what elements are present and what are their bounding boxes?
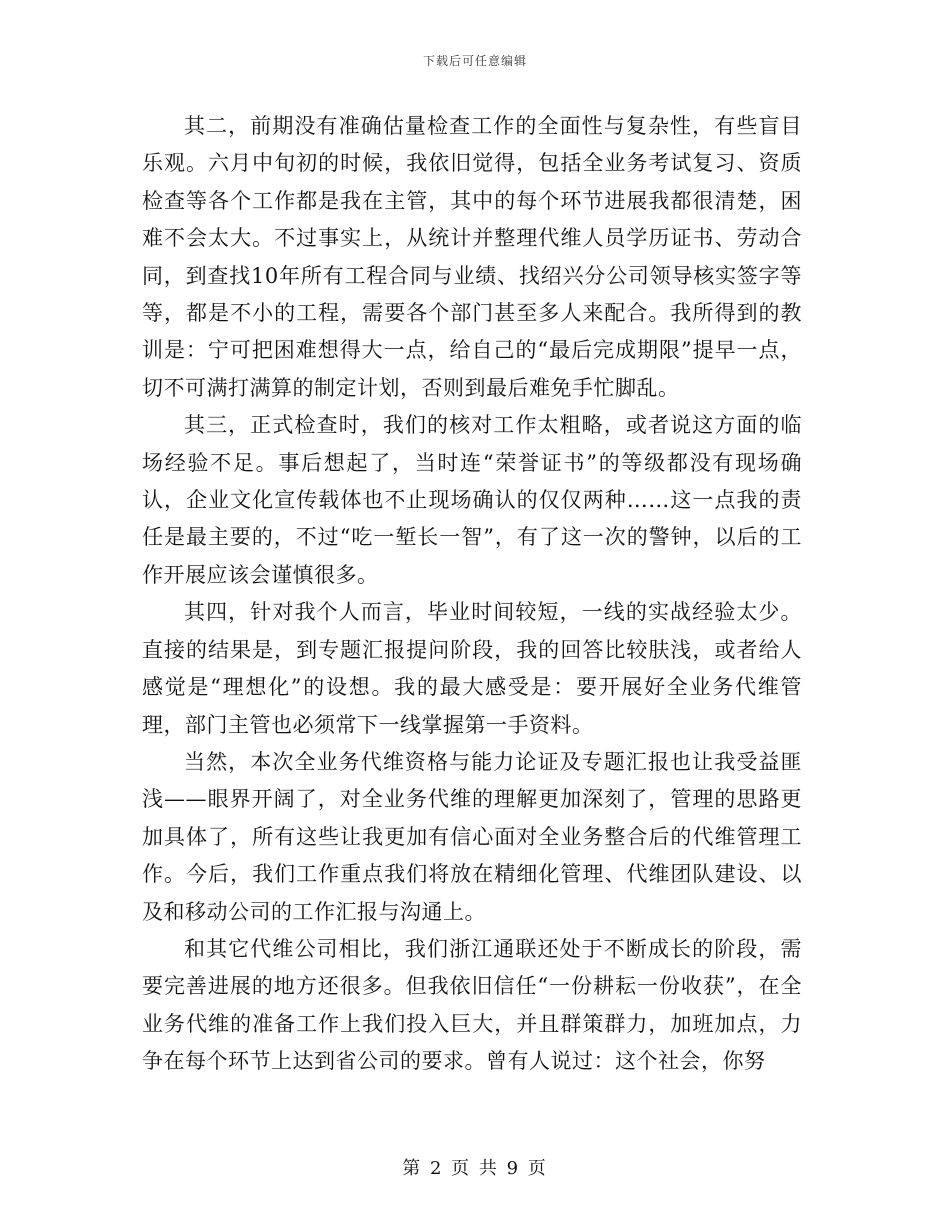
paragraph-2: 其三，正式检查时，我们的核对工作太粗略，或者说这方面的临场经验不足。事后想起了，当时连“荣誉证书”的等级都没有现场确认，企业文化宣传载体也不止现场确认的仅仅两种……这一点我的责任是最主要的，不过“吃一堑长一智”，有了这一次的警钟，以后的工作开展应该会谨慎很多。: [142, 413, 802, 587]
paragraph-5: 和其它代维公司相比，我们浙江通联还处于不断成长的阶段，需要完善进展的地方还很多。但我依旧信任“一份耕耘一份收获”，在全业务代维的准备工作上我们投入巨大，并且群策群力，加班加点，力争在每个环节上达到省公司的要求。曾有人说过：这个社会，你努: [142, 936, 802, 1074]
paragraph-3: 其四，针对我个人而言，毕业时间较短，一线的实战经验太少。直接的结果是，到专题汇报提问阶段，我的回答比较肤浅，或者给人感觉是“理想化”的设想。我的最大感受是：要开展好全业务代维管理，部门主管也必须常下一线掌握第一手资料。: [142, 600, 802, 737]
document-body: [142, 108, 802, 1081]
page-header: 下载后可任意编辑: [422, 54, 527, 68]
paragraph-4: 当然，本次全业务代维资格与能力论证及专题汇报也让我受益匪浅——眼界开阔了，对全业务代维的理解更加深刻了，管理的思路更加具体了，所有这些让我更加有信心面对全业务整合后的代维管理工作。今后，我们工作重点我们将放在精细化管理、代维团队建设、以及和移动公司的工作汇报与沟通上。: [142, 749, 802, 924]
page-number-footer: 第 2 页 共 9 页: [402, 1158, 548, 1179]
paragraph-1: 其二，前期没有准确估量检查工作的全面性与复杂性，有些盲目乐观。六月中旬初的时候，我依旧觉得，包括全业务考试复习、资质检查等各个工作都是我在主管，其中的每个环节进展我都很清楚，困难不会太大。不过事实上，从统计并整理代维人员学历证书、劳动合同，到查找10年所有工程合同与业绩、找绍兴分公司领导核实签字等等，都是不小的工程，需要各个部门甚至多人来配合。我所得到的教训是：宁可把困难想得大一点，给自己的“最后完成期限”提早一点，切不可满打满算的制定计划，否则到最后难免手忙脚乱。: [142, 114, 802, 400]
